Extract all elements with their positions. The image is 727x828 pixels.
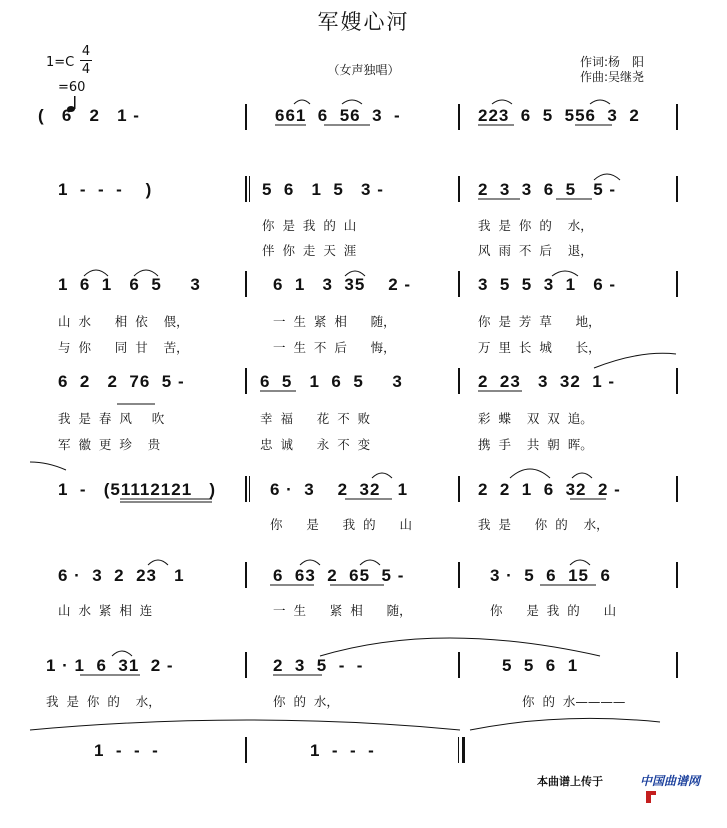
lyric-line: 你 是 我 的 山	[262, 218, 357, 233]
notation-line: 6 · 3 2 23 1	[58, 566, 185, 585]
lyric-line: 一 生 紧 相 随，	[273, 603, 412, 618]
notation-line: 2 3 3 6 5 5 -	[478, 180, 617, 199]
song-title: 军嫂心河	[317, 10, 410, 34]
lyric-line: 你 是 芳 草 地，	[478, 314, 601, 329]
lyric-line: 万 里 长 城 长，	[478, 340, 601, 355]
lyric-line: 我 是 你 的 水，	[46, 694, 161, 709]
key-signature: 1=C	[46, 55, 75, 70]
lyric-line: 与 你 同 甘 苦，	[58, 340, 189, 355]
notation-line: ( 6 2 1 -	[38, 106, 140, 125]
lyric-line: 山 水 紧 相 连	[58, 603, 153, 618]
lyric-line: 你 是 我 的 山	[270, 517, 412, 532]
notation-line: 2 2 1 6 32 2 -	[478, 480, 621, 499]
notation-line: 6 · 3 2 32 1	[270, 480, 409, 499]
site-logo-text: 中国曲谱网	[640, 774, 701, 788]
notation-line: 6 5 1 6 5 3	[260, 372, 403, 391]
lyric-line: 我 是 春 风 吹	[58, 411, 165, 426]
notation-line: 1 - - -	[94, 741, 159, 760]
lyric-line: 伴 你 走 天 涯	[262, 243, 357, 258]
notation-line: 1 · 1 6 31 2 -	[46, 656, 174, 675]
lyric-line: 一 生 紧 相 随，	[273, 314, 396, 329]
lyric-line: 你 的 水，	[273, 694, 339, 709]
notation-line: 2 3 5 - -	[273, 656, 364, 675]
notation-line: 2 23 3 32 1 -	[478, 372, 616, 391]
notation-line: 5 5 6 1	[502, 656, 579, 675]
lyric-line: 忠 诚 永 不 变	[260, 437, 371, 452]
lyric-line: 军 徽 更 珍 贵	[58, 437, 161, 452]
lyric-line: 幸 福 花 不 败	[260, 411, 371, 426]
composer-credit: 作曲:吴继尧	[580, 70, 645, 84]
time-signature-bottom: 4	[81, 62, 91, 77]
upload-note: 本曲谱上传于	[537, 775, 603, 788]
lyric-line: 山 水 相 依 偎，	[58, 314, 189, 329]
lyricist-credit: 作词:杨 阳	[580, 55, 645, 69]
lyric-line: 我 是 你 的 水，	[478, 517, 609, 532]
notation-line: 223 6 5 556 3 2	[478, 106, 640, 125]
notation-line: 1 - - -	[310, 741, 375, 760]
lyric-line: 风 雨 不 后 退，	[478, 243, 593, 258]
notation-line: 3 · 5 6 15 6	[490, 566, 611, 585]
notation-line: 6 1 3 35 2 -	[273, 275, 412, 294]
notation-line: 1 - - - )	[58, 180, 153, 199]
lyric-line: 我 是 你 的 水，	[478, 218, 593, 233]
notation-line: 3 5 5 3 1 6 -	[478, 275, 617, 294]
lyric-line: 携 手 共 朝 晖。	[478, 437, 593, 452]
notation-line: 6 63 2 65 5 -	[273, 566, 405, 585]
lyric-line: 彩 蝶 双 双 追。	[478, 411, 593, 426]
performance-note: （女声独唱）	[327, 63, 400, 77]
notation-line: 6 2 2 76 5 -	[58, 372, 185, 391]
notation-line: 661 6 56 3 -	[275, 106, 401, 125]
lyric-line: 你 是 我 的 山	[490, 603, 617, 618]
notation-line: 1 6 1 6 5 3	[58, 275, 201, 294]
lyric-line: 你 的 水————	[522, 694, 626, 709]
notation-line: 1 - (51112121 )	[58, 480, 216, 499]
lyric-line: 一 生 不 后 悔，	[273, 340, 396, 355]
notation-line: 5 6 1 5 3 -	[262, 180, 384, 199]
time-signature-top: 4	[81, 44, 91, 59]
tempo-marking: =60	[58, 80, 86, 95]
